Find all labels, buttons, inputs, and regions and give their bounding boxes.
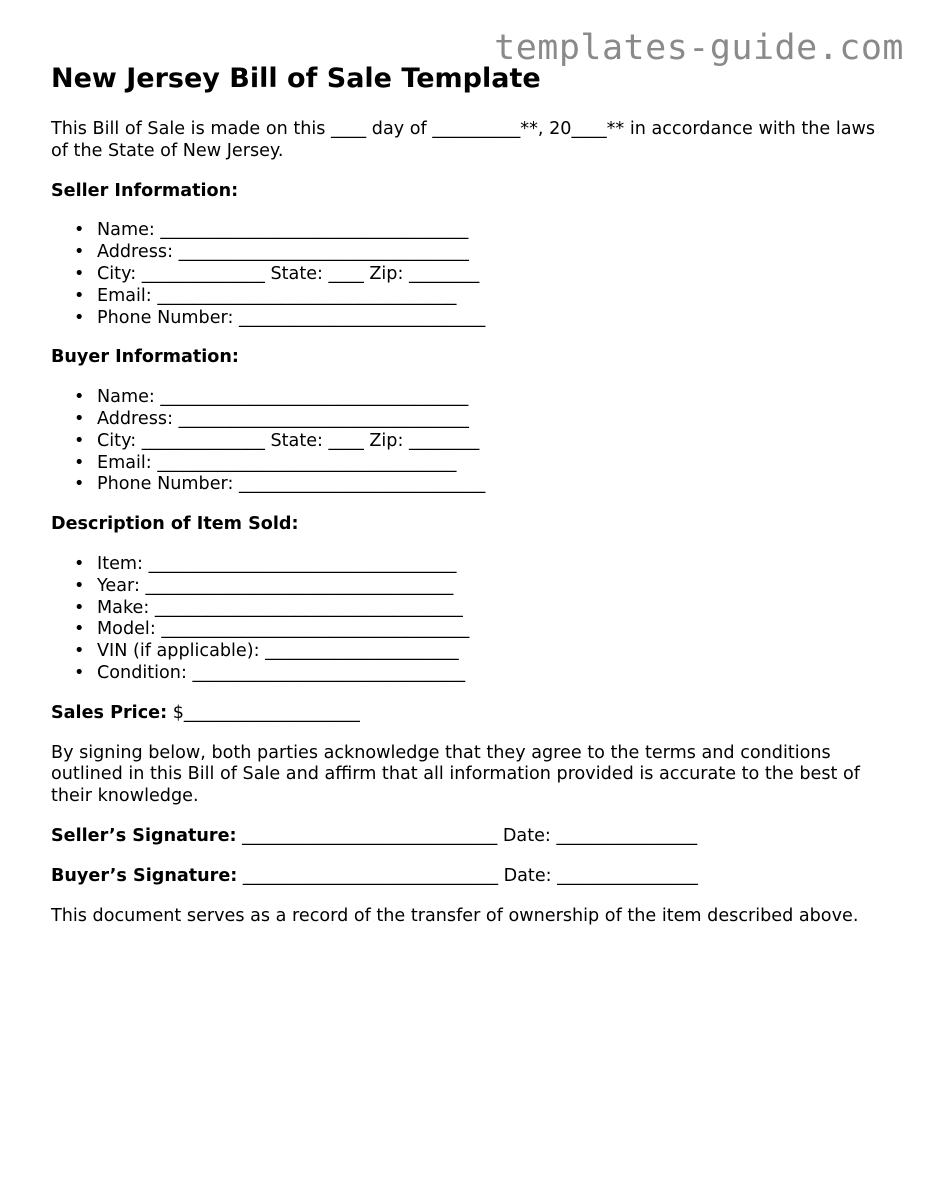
sales-price-label: Sales Price: [51, 702, 168, 723]
seller-phone-field: • Phone Number: ____________________________ [97, 308, 881, 330]
intro-paragraph: This Bill of Sale is made on this ____ day of __________**, 20____** in accordance with the laws of the State of New Jersey. [51, 119, 876, 161]
buyer-phone-field: • Phone Number: ____________________________ [97, 474, 881, 496]
acknowledgement-paragraph: By signing below, both parties acknowledge that they agree to the terms and conditions outlined in this Bill of Sale and affirm that all information provided is accurate to the best of their knowledge. [51, 742, 860, 807]
buyer-name-field: • Name: ___________________________________ [97, 387, 881, 409]
closing-paragraph: This document serves as a record of the transfer of ownership of the item described above. [51, 905, 859, 926]
buyer-city-state-zip-field: • City: ______________ State: ____ Zip: ________ [97, 431, 881, 453]
seller-name-field: • Name: ___________________________________ [97, 220, 881, 242]
seller-email-field: • Email: __________________________________ [97, 286, 881, 308]
seller-info-heading: Seller Information: [51, 180, 239, 201]
seller-signature-blank: _____________________________ Date: ________________ [242, 825, 698, 846]
item-field: • Item: ___________________________________ [97, 554, 881, 576]
buyer-info-list [51, 387, 881, 496]
buyer-signature-line [51, 866, 881, 888]
document-body [51, 119, 881, 927]
vin-field: • VIN (if applicable): ______________________ [97, 641, 881, 663]
model-field: • Model: ___________________________________ [97, 619, 881, 641]
condition-field: • Condition: _______________________________ [97, 663, 881, 685]
buyer-email-field: • Email: __________________________________ [97, 453, 881, 475]
seller-city-state-zip-field: • City: ______________ State: ____ Zip: ________ [97, 264, 881, 286]
buyer-info-heading: Buyer Information: [51, 347, 239, 368]
sales-price-value: $____________________ [172, 702, 360, 723]
watermark: templates-guide.com [494, 28, 904, 68]
item-description-list [51, 554, 881, 685]
buyer-signature-label: Buyer’s Signature: [51, 865, 238, 886]
seller-signature-line [51, 826, 881, 848]
seller-signature-label: Seller’s Signature: [51, 825, 237, 846]
seller-info-list [51, 220, 881, 329]
year-field: • Year: ___________________________________ [97, 576, 881, 598]
make-field: • Make: ___________________________________ [97, 598, 881, 620]
item-description-heading: Description of Item Sold: [51, 514, 299, 535]
seller-address-field: • Address: _________________________________ [97, 242, 881, 264]
sales-price-line [51, 703, 881, 725]
document-title: New Jersey Bill of Sale Template [51, 63, 541, 94]
buyer-address-field: • Address: _________________________________ [97, 409, 881, 431]
buyer-signature-blank: _____________________________ Date: ________________ [242, 865, 698, 886]
